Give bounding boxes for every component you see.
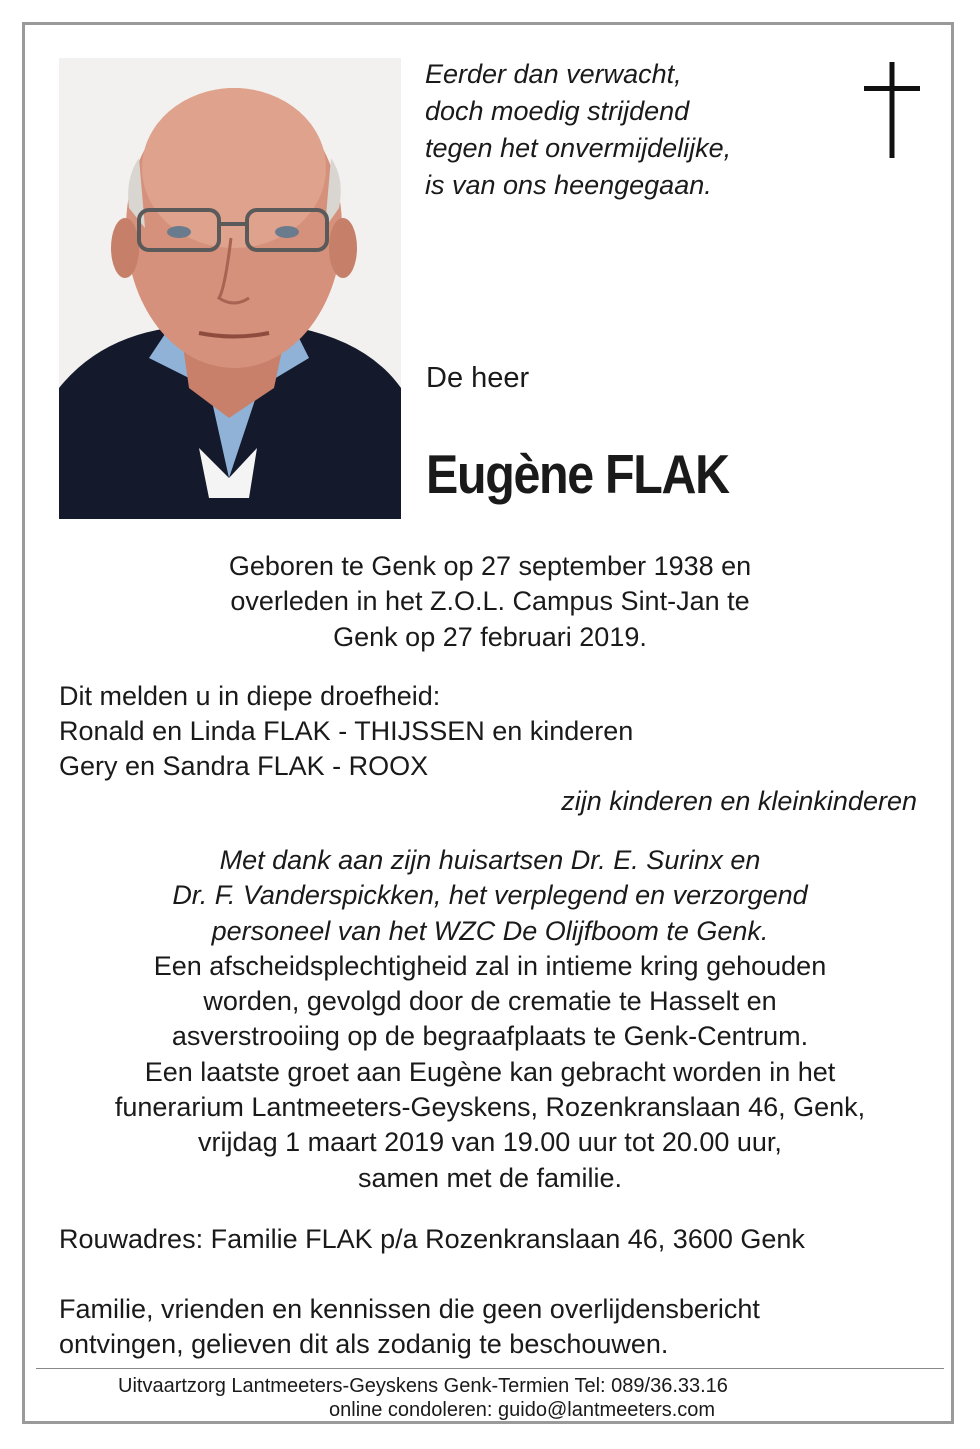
family-announcement [59,679,633,784]
cross-icon [864,62,920,158]
birth-death-info [30,549,950,655]
honorific-title: De heer [426,362,530,394]
closing-line: ontvingen, gelieven dit als zodanig te beschouwen. [59,1329,669,1359]
deceased-name: Eugène FLAK [426,443,729,505]
motto-line: Eerder dan verwacht, [425,59,682,89]
footer-divider [36,1368,944,1369]
family-line: Dit melden u in diepe droefheid: [59,681,441,711]
footer-condolences: online condoleren: guido@lantmeeters.com [329,1399,716,1421]
motto-line: doch moedig strijdend [425,96,690,126]
ceremony-line: samen met de familie. [357,1162,623,1193]
motto-line: tegen het onvermijdelijke, [425,133,732,163]
mourning-address [59,1222,805,1257]
ceremony-line: worden, gevolgd door de crematie te Hasselt en [203,986,777,1017]
address-line: Rouwadres: Familie FLAK p/a Rozenkranslaan 46, 3600 Genk [59,1224,805,1254]
portrait-photo [59,58,401,519]
thanks-line: Dr. F. Vanderspickken, het verplegend en verzorgend [172,880,808,911]
ceremony-line: Een laatste groet aan Eugène kan gebracht worden in het [144,1056,836,1087]
ceremony-line: vrijdag 1 maart 2019 van 19.00 uur tot 20.00 uur, [198,1127,782,1158]
ceremony-line: asverstrooiing op de begraafplaats te Genk-Centrum. [171,1021,809,1052]
closing-line: Familie, vrienden en kennissen die geen overlijdensbericht [59,1294,760,1324]
birth-death-line: Geboren te Genk op 27 september 1938 en [228,551,752,581]
family-signature: zijn kinderen en kleinkinderen [561,786,917,816]
family-line: Ronald en Linda FLAK - THIJSSEN en kinderen [59,716,634,746]
family-line: Gery en Sandra FLAK - ROOX [59,751,429,781]
thanks-line: personeel van het WZC De Olijfboom te Genk. [211,915,769,946]
footer-undertaker: Uitvaartzorg Lantmeeters-Geyskens Genk-Termien Tel: 089/36.33.16 [118,1375,728,1397]
motto-poem [425,56,845,204]
closing-note [59,1292,760,1362]
thanks-and-ceremony [30,843,950,1196]
motto-line: is van ons heengegaan. [425,170,712,200]
birth-death-line: Genk op 27 februari 2019. [333,621,647,652]
birth-death-line: overleden in het Z.O.L. Campus Sint-Jan te [230,586,750,617]
thanks-line: Met dank aan zijn huisartsen Dr. E. Surinx en [219,845,761,875]
ceremony-line: Een afscheidsplechtigheid zal in intieme kring gehouden [153,950,827,981]
ceremony-line: funerarium Lantmeeters-Geyskens, Rozenkranslaan 46, Genk, [114,1092,866,1123]
